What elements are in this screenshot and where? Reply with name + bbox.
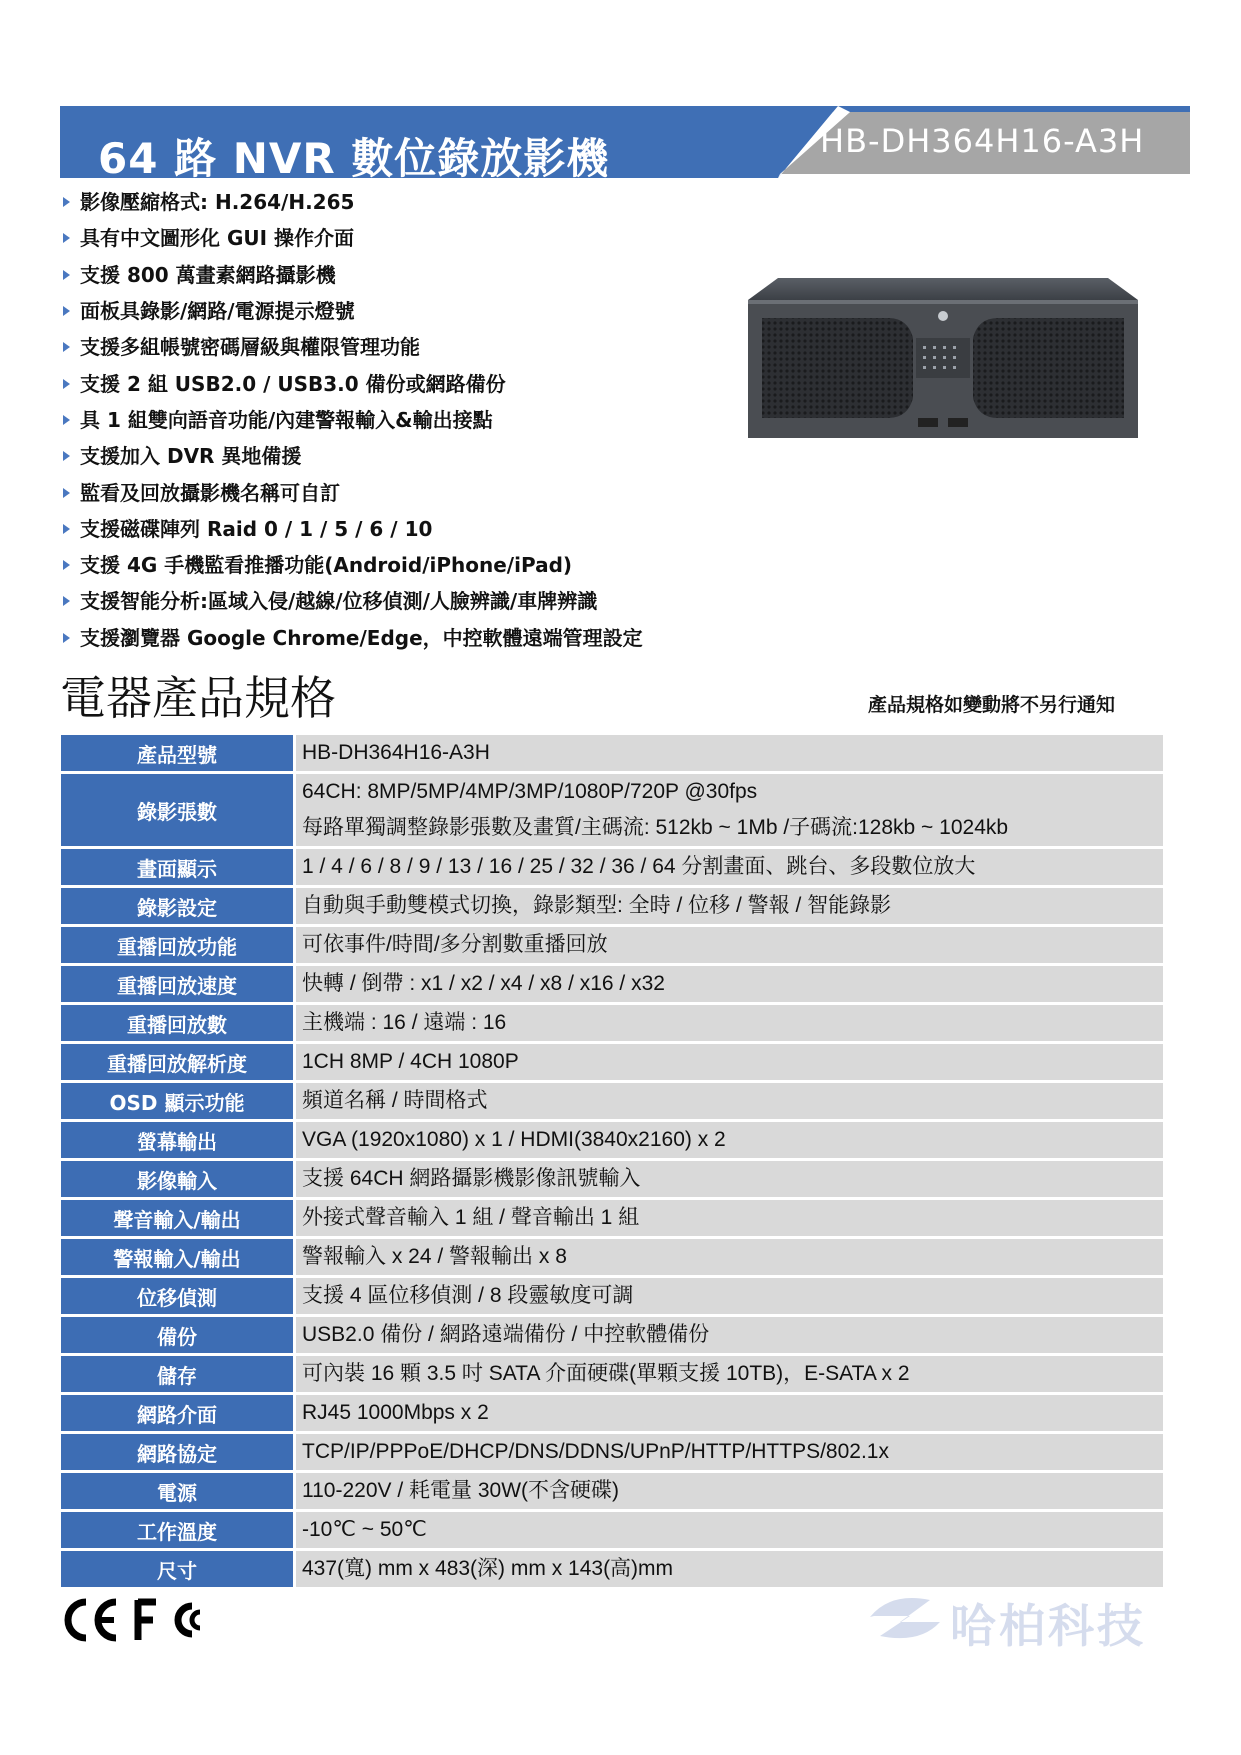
triangle-bullet-icon [63,306,70,316]
table-row [61,888,1163,924]
table-row [61,1161,1163,1197]
list-item: 面板具錄影/網路/電源提示燈號 [60,293,643,329]
table-row [61,1278,1163,1314]
spec-key: 網路協定 [61,1434,296,1470]
spec-key: 備份 [61,1317,296,1353]
spec-key: 重播回放解析度 [61,1044,296,1080]
spec-value: 可依事件/時間/多分割數重播回放 [296,927,1163,963]
brand-name: 哈柏科技 [950,1599,1146,1653]
triangle-bullet-icon [63,233,70,243]
spec-key: 畫面顯示 [61,849,296,885]
table-row [61,1239,1163,1275]
table-row [61,1200,1163,1236]
model-number: HB-DH364H16-A3H [820,122,1145,160]
triangle-bullet-icon [63,270,70,280]
spec-value: HB-DH364H16-A3H [296,735,1163,771]
spec-key: 錄影張數 [61,774,296,846]
page-title: 64 路 NVR 數位錄放影機 [98,134,610,183]
table-row [61,849,1163,885]
spec-table [61,732,1163,1590]
spec-value: 支援 4 區位移偵測 / 8 段靈敏度可調 [296,1278,1163,1314]
table-row [61,1473,1163,1509]
list-item: 支援多組帳號密碼層級與權限管理功能 [60,329,643,365]
spec-key: 位移偵測 [61,1278,296,1314]
spec-key: 儲存 [61,1356,296,1392]
list-item: 支援磁碟陣列 Raid 0 / 1 / 5 / 6 / 10 [60,511,643,547]
triangle-bullet-icon [63,488,70,498]
spec-key: 尺寸 [61,1551,296,1587]
table-row [61,735,1163,771]
spec-key: 電源 [61,1473,296,1509]
spec-value: 1CH 8MP / 4CH 1080P [296,1044,1163,1080]
table-row [61,1122,1163,1158]
table-row [61,1317,1163,1353]
table-row [61,774,1163,846]
spec-value: 可內裝 16 顆 3.5 吋 SATA 介面硬碟(單顆支援 10TB)，E-SATA x 2 [296,1356,1163,1392]
list-item: 支援加入 DVR 異地備援 [60,438,643,474]
nvr-product-image [748,278,1138,438]
spec-key: 螢幕輸出 [61,1122,296,1158]
table-row [61,1044,1163,1080]
spec-value: 1 / 4 / 6 / 8 / 9 / 13 / 16 / 25 / 32 / 36 / 64 分割畫面、跳台、多段數位放大 [296,849,1163,885]
spec-value: 437(寬) mm x 483(深) mm x 143(高)mm [296,1551,1163,1587]
triangle-bullet-icon [63,197,70,207]
table-row [61,1434,1163,1470]
triangle-bullet-icon [63,451,70,461]
list-item: 支援 4G 手機監看推播功能(Android/iPhone/iPad) [60,547,643,583]
triangle-bullet-icon [63,379,70,389]
spec-key: 警報輸入/輸出 [61,1239,296,1275]
spec-value: VGA (1920x1080) x 1 / HDMI(3840x2160) x 2 [296,1122,1163,1158]
spec-value: 快轉 / 倒帶 : x1 / x2 / x4 / x8 / x16 / x32 [296,966,1163,1002]
table-row [61,1512,1163,1548]
spec-key: 重播回放數 [61,1005,296,1041]
list-item: 具有中文圖形化 GUI 操作介面 [60,220,643,256]
spec-value: TCP/IP/PPPoE/DHCP/DNS/DDNS/UPnP/HTTP/HTTPS/802.1x [296,1434,1163,1470]
spec-note: 產品規格如變動將不另行通知 [868,694,1116,716]
spec-value: RJ45 1000Mbps x 2 [296,1395,1163,1431]
list-item: 支援瀏覽器 Google Chrome/Edge，中控軟體遠端管理設定 [60,620,643,656]
table-row [61,966,1163,1002]
list-item: 支援智能分析:區域入侵/越線/位移偵測/人臉辨識/車牌辨識 [60,583,643,619]
table-row [61,1005,1163,1041]
triangle-bullet-icon [63,633,70,643]
spec-value: -10℃ ~ 50℃ [296,1512,1163,1548]
list-item: 影像壓縮格式: H.264/H.265 [60,184,643,220]
list-item: 具 1 組雙向語音功能/內建警報輸入&輸出接點 [60,402,643,438]
spec-key: 聲音輸入/輸出 [61,1200,296,1236]
spec-value: 64CH: 8MP/5MP/4MP/3MP/1080P/720P @30fps 每路單獨調整錄影張數及畫質/主碼流: 512kb ~ 1Mb /子碼流:128kb ~ 1024kb [296,774,1163,846]
triangle-bullet-icon [63,342,70,352]
spec-value: 主機端 : 16 / 遠端 : 16 [296,1005,1163,1041]
spec-heading: 電器產品規格 [60,671,336,725]
triangle-bullet-icon [63,596,70,606]
triangle-bullet-icon [63,415,70,425]
list-item: 監看及回放攝影機名稱可自訂 [60,474,643,510]
spec-key: 重播回放功能 [61,927,296,963]
table-row [61,927,1163,963]
list-item: 支援 800 萬畫素網路攝影機 [60,257,643,293]
spec-key: OSD 顯示功能 [61,1083,296,1119]
list-item: 支援 2 組 USB2.0 / USB3.0 備份或網路備份 [60,365,643,401]
spec-value: 自動與手動雙模式切換，錄影類型: 全時 / 位移 / 警報 / 智能錄影 [296,888,1163,924]
triangle-bullet-icon [63,524,70,534]
table-row [61,1395,1163,1431]
spec-value: 頻道名稱 / 時間格式 [296,1083,1163,1119]
spec-key: 影像輸入 [61,1161,296,1197]
spec-key: 產品型號 [61,735,296,771]
table-row [61,1083,1163,1119]
ce-fc-logo [60,1590,210,1650]
spec-key: 工作溫度 [61,1512,296,1548]
spec-value: USB2.0 備份 / 網路遠端備份 / 中控軟體備份 [296,1317,1163,1353]
triangle-bullet-icon [63,560,70,570]
spec-key: 錄影設定 [61,888,296,924]
spec-key: 網路介面 [61,1395,296,1431]
spec-value: 110-220V / 耗電量 30W(不含硬碟) [296,1473,1163,1509]
feature-list [60,184,643,656]
spec-key: 重播回放速度 [61,966,296,1002]
spec-value: 支援 64CH 網路攝影機影像訊號輸入 [296,1161,1163,1197]
spec-value: 警報輸入 x 24 / 警報輸出 x 8 [296,1239,1163,1275]
table-row [61,1356,1163,1392]
spec-value: 外接式聲音輸入 1 組 / 聲音輸出 1 組 [296,1200,1163,1236]
